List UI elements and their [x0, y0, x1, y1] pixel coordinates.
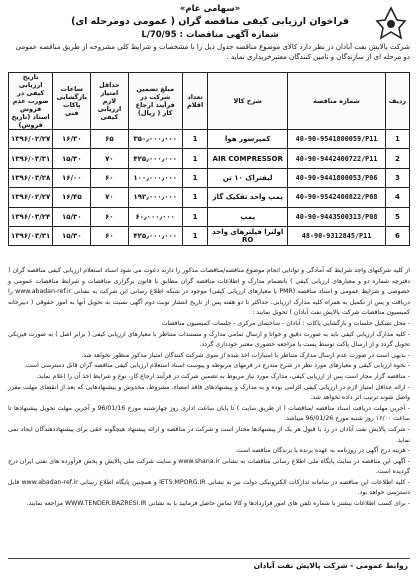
cell-min-score: ۶۰ — [91, 226, 128, 245]
public-relations-signature: روابط عمومی - شرکت پالایش نفت آبادان — [253, 561, 408, 570]
col-guarantee-amount: مبلغ تضمین شرکت در فرآیند ارجاع کار ( ریال) — [128, 73, 182, 130]
cell-tender-number: 40-90-9542400822/P08 — [288, 188, 386, 207]
cell-min-score: ۶۵ — [91, 130, 128, 149]
cell-tender-number: 40-90-9441800053/P06 — [288, 168, 386, 187]
cell-tender-number: 40-90-9442400722/P11 — [288, 149, 386, 168]
cell-evaluation-date: ۱۳۹۶/۰۳/۳۱ — [9, 226, 53, 245]
cell-item-description: کمپرسور هوا — [208, 130, 288, 149]
cell-evaluation-date: ۱۳۹۶/۰۲/۲۷ — [9, 188, 53, 207]
cell-guarantee-amount: ۳۵۰٫۰۰۰٫۰۰۰ — [128, 130, 182, 149]
cell-item-count: 1 — [182, 149, 207, 168]
cell-guarantee-amount: ۱۰۰٫۰۰۰٫۰۰۰ — [128, 168, 182, 187]
table-row — [9, 188, 410, 207]
cell-guarantee-amount: ۴۲۵٫۰۰۰٫۰۰۰ — [128, 149, 182, 168]
cell-row-number: 5 — [385, 207, 409, 226]
cell-item-count: 1 — [182, 130, 207, 149]
cell-row-number: 6 — [385, 226, 409, 245]
nioc-emblem-logo — [372, 6, 410, 40]
body-paragraph: از کلیه شرکتهای واجد شرایط که آمادگی و توانایی انجام موضوع مناقصه/مناقصات مذکور را دارند دعوت می شود اسناد استعلام ارزیابی کیفی مناقصه گران ( دفترچه شماره دو و معیارهای ارزیابی کیفی ) بانضمام مدارک و اطلاعات مناقصه گران مطابق با قانون برگزاری مناقصات و شرایط مناقصات عمومی و خصوصی و شرایط عمومی و اسناد مناقصه (PMR یا معیارهای ارزیابی کیفی) موجود در شبکه اطلاع رسانی این شرکت به نشانی www.abadan-ref.ir را دریافت و پس از تکمیل به همراه کلیه مدارک ارزیابی، حداکثر تا دو هفته پس از تاریخ انتشار نوبت دوم آگهی نسبت به تحویل آنها به امور حقوقی ( دبیرخانه کمیسیون مناقصات شرکت پالایش نفت آبادان ) تحویل نمایند : — [8, 267, 410, 317]
table-row — [9, 168, 410, 187]
cell-item-description: پمپ — [208, 207, 288, 226]
body-paragraph: - کلیه مدارک ارزیابی کیفی باید به صورت دقیق و خوانا و ارسال تمامی مدارک و مستندات متناظر با معیارهای ارزیابی کیفی ( برابر اصل ) به صورت فیزیکی تحویل گردد و از ارسال پاکت توسط پست یا مراجعه حضوری معتبر خودداری گردد. — [8, 330, 410, 349]
cell-guarantee-amount: ۶۰٫۰۰۰٫۰۰۰ — [128, 207, 182, 226]
notice-number: شماره آگهی مناقصات : 95/L/70 — [141, 30, 279, 40]
table-row — [9, 226, 410, 245]
footer-divider — [8, 558, 410, 559]
col-item-description: شرح کالا — [208, 73, 288, 130]
cell-evaluation-date: ۱۳۹۶/۰۳/۲۴ — [9, 207, 53, 226]
cell-row-number: 2 — [385, 149, 409, 168]
cell-row-number: 4 — [385, 188, 409, 207]
cell-min-score: ۶۰ — [91, 207, 128, 226]
col-row-number: ردیف — [385, 73, 409, 130]
cell-item-description: AIR COMPRESSOR — [208, 149, 288, 168]
cell-opening-time: ۱۶/۴۵ — [53, 188, 91, 207]
company-type-label: «سهامی عام» — [179, 4, 241, 14]
cell-opening-time: ۱۶/۰۰ — [53, 168, 91, 187]
cell-guarantee-amount: ۴۲۵٫۰۰۰٫۰۰۰ — [128, 226, 182, 245]
cell-opening-time: ۱۵/۳۰ — [53, 149, 91, 168]
body-paragraph: - هزینه درج آگهی در روزنامه به عهده برنده یا برندگان مناقصه است. — [235, 447, 410, 455]
cell-min-score: ۷۰ — [91, 149, 128, 168]
table-row — [9, 207, 410, 226]
table-row — [9, 149, 410, 168]
body-paragraph: - محل تشکیل جلسات و بازگشایی پاکات : آبادان - ساختمان مرکزی - جلسات کمیسیون مناقصات — [161, 319, 410, 327]
cell-item-count: 1 — [182, 226, 207, 245]
cell-evaluation-date: ۱۳۹۶/۰۳/۳۱ — [9, 149, 53, 168]
cell-opening-time: ۱۵/۳۰ — [53, 207, 91, 226]
cell-item-description: لیفتراک ۱۰ تن — [208, 168, 288, 187]
table-header-row — [9, 73, 410, 130]
body-paragraph: - بدیهی است در صورت عدم ارسال مدارک متناظر با امتیازات اخذ شده از سوی شرکت کنندگان امتیاز مذکور منظور نخواهد شد. — [81, 351, 410, 359]
tender-table — [8, 72, 410, 246]
table-row — [9, 130, 410, 149]
body-paragraph: - آگهی این مناقصه در سایت پایگاه ملی اطلاع رسانی مناقصات به نشانی www.shana.ir و سایت شرکت ملی پالایش و پخش فرآورده های نفتی ایران درج گردیده است. — [8, 457, 410, 476]
notice-body — [8, 266, 410, 510]
cell-item-count: 1 — [182, 188, 207, 207]
cell-guarantee-amount: ۱۹۲٫۰۰۰٫۰۰۰ — [128, 188, 182, 207]
body-paragraph: - برای کسب اطلاعات بیشتر با شماره تلفن های امور قراردادها و کالا تماس حاصل فرمایید یا به نشانی WWW.TENDER.BAZRESI.IR مراجعه نمایند. — [26, 500, 410, 508]
cell-tender-number: 40-90-9443500313/P08 — [288, 207, 386, 226]
cell-evaluation-date: ۱۳۹۶/۰۳/۲۸ — [9, 168, 53, 187]
cell-row-number: 3 — [385, 168, 409, 187]
body-paragraph: - شرکت پالایش نفت آبادان در رد یا قبول هر یک از پیشنهادها مختار است و شرکت در مناقصه و ارائه پیشنهاد هیچگونه حقی برای پیشنهاددهندگان ایجاد نمی نماید. — [8, 425, 410, 444]
table-body — [9, 130, 410, 246]
col-tender-number: شماره مناقصه — [288, 73, 386, 130]
body-paragraph: - ارائه حداقل امتیاز لازم در ارزیابی کیفی الزامی بوده و به مدارک و پیشنهادهای فاقد امضاء، مشروط، مخدوش و پیشنهادهایی که بعد از انقضای مهلت مقرر واصل شوند ترتیب اثر داده نخواهد شد. — [8, 383, 410, 402]
notice-title: فراخوان ارزیابی کیفی مناقصه گران ( عمومی دومرحله ای) — [71, 16, 349, 27]
body-paragraph: - کلیه اطلاعات این مناقصه در سامانه تدارکات الکترونیکی دولت نیز به نشانی IETS.MPORG.IR و همچنین پایگاه اطلاع رسانی www.abadan-ref.ir قابل دسترسی خواهد بود. — [8, 478, 411, 497]
col-evaluation-date: تاریخ ارزیابی کیفی در صورت عدم فروش اسناد (تاریخ فروش) — [9, 73, 53, 130]
cell-row-number: 1 — [385, 130, 409, 149]
cell-item-description: اولترا فیلترهای واحد RO — [208, 226, 288, 245]
cell-min-score: ۶۰ — [91, 168, 128, 187]
cell-item-count: 1 — [182, 168, 207, 187]
cell-min-score: ۷۰ — [91, 188, 128, 207]
cell-tender-number: 40-90-9541800059/P11 — [288, 130, 386, 149]
col-min-score: حداقل امتیاز لازم ارزیابی کیفی — [91, 73, 128, 130]
cell-item-description: پمپ واحد تفکیک گاز — [208, 188, 288, 207]
intro-paragraph: شرکت پالایش نفت آبادان در نظر دارد کالای موضوع مناقصه جدول ذیل را با مشخصات و شرایط کلی مشروحه از طریق مناقصه عمومی دو مرحله ای از سازندگان و تامین کنندگان معتبرخریداری نماید . — [15, 43, 410, 61]
cell-item-count: 1 — [182, 207, 207, 226]
body-paragraph: - نحوه ارزیابی کیفی و معیارهای مورد نظر در شرح مندرج در فرمهای مربوطه و پیوست اسناد استعلام ارزیابی کیفی مناقصه گران قابل دسترسی است. — [23, 362, 410, 370]
cell-opening-time: ۱۶/۳۰ — [53, 130, 91, 149]
cell-evaluation-date: ۱۳۹۶/۰۲/۲۷ — [9, 130, 53, 149]
body-paragraph: - آخرین مهلت دریافت اسناد مناقصه /مناقصات ( از طریق سایت ) تا پایان ساعت اداری روز چهارشنبه مورخ 96/01/16 و آخرین مهلت تحویل پیشنهادها تا ساعت ۱۶/۰۰ روز شنبه مورخ 96/01/26 میباشد. — [8, 404, 410, 423]
cell-tender-number: 48-90-9312845/P11 — [288, 226, 386, 245]
col-item-count: تعداد اقلام — [182, 73, 207, 130]
body-paragraph: - مناقصه گزار مجاز است پس از ارزیابی کیفی، مدارک مورد نیاز مربوط به تضمین شرکت در فرآیند ارجاع کار، نوع و شرایط اخذ آن را اعلام نماید. — [36, 372, 410, 380]
cell-opening-time: ۱۵/۳۰ — [53, 226, 91, 245]
col-opening-time: ساعات بازگشایی پاکات فنی — [53, 73, 91, 130]
